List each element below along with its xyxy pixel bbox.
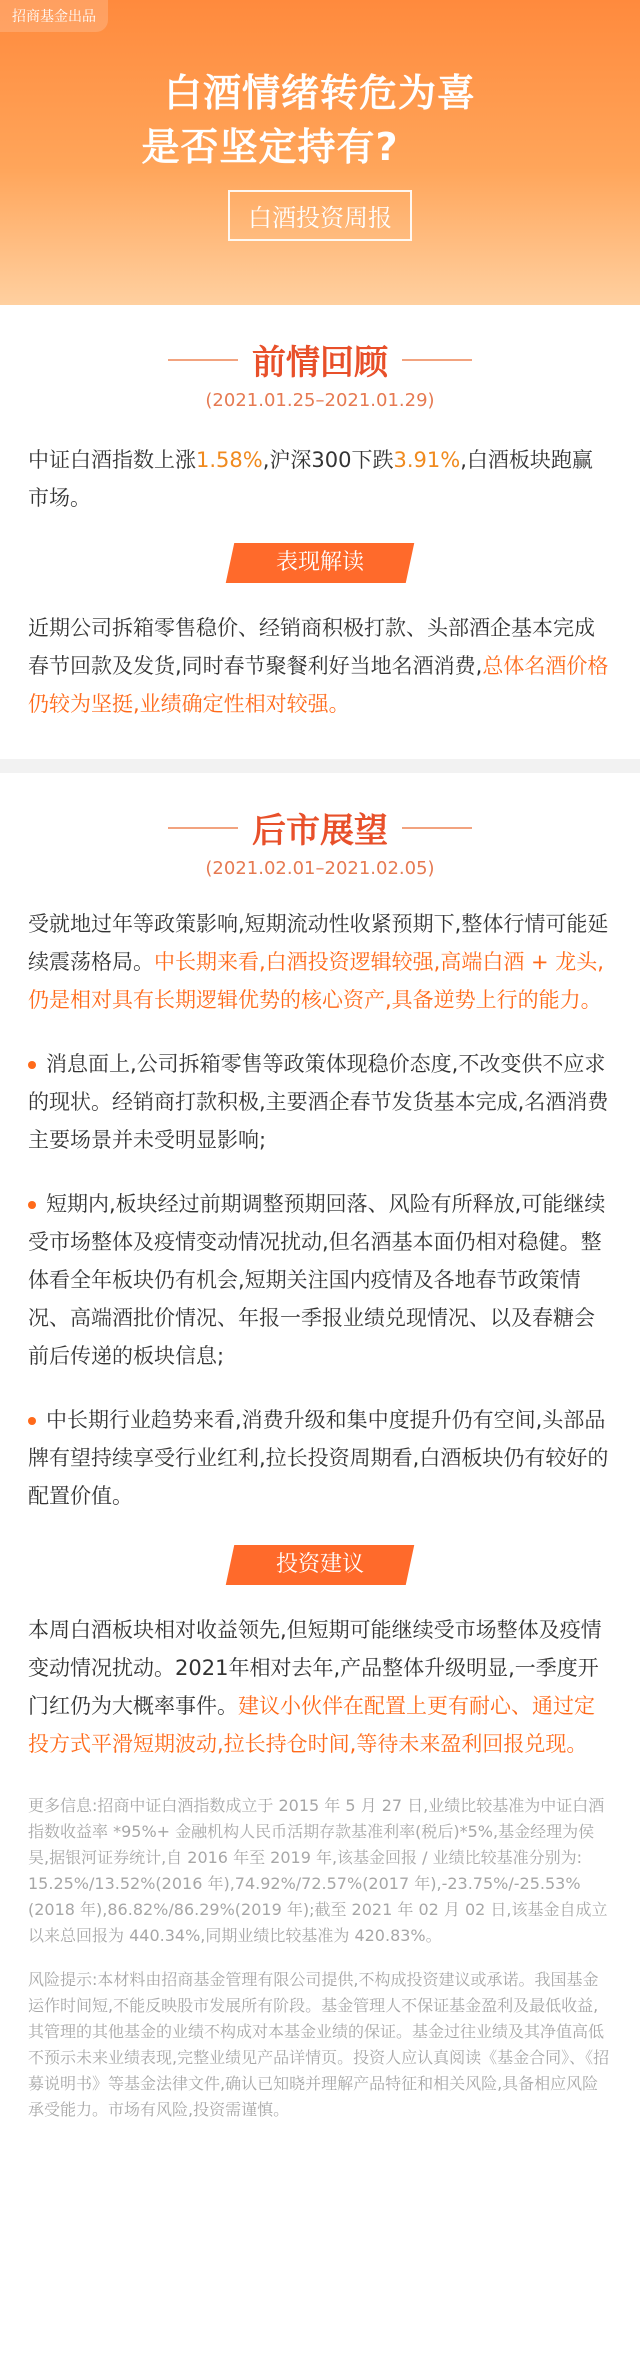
outlook-highlight: 中长期来看,白酒投资逻辑较强,高端白酒 + 龙头,仍是相对具有长期逻辑优势的核心资产,具备逆势上行的能力。 — [28, 950, 604, 1012]
advice-badge: 投资建议 — [226, 1545, 415, 1585]
more-info-text: 更多信息:招商中证白酒指数成立于 2015 年 5 月 27 日,业绩比较基准为中证白酒指数收益率 *95%+ 金融机构人民币活期存款基准利率(税后)*5%,基金经理为侯昊,据银河证券统计,自 2016 年至 2019 年,该基金回报 / 业绩比较基准分别为: 15.25%/13.52%(2016 年),74.92%/72.57%(2017 年),-23.75%/-25.53%(2018 年),86.82%/86.29%(2019 年);截至 2021 年 02 月 02 日,该基金自成立以来总回报为 440.34%,同期业绩比较基准为 420.83%。 — [28, 1796, 608, 1945]
page-subtitle: 白酒投资周报 — [228, 190, 412, 241]
outlook-heading — [0, 803, 640, 852]
performance-text: 近期公司拆箱零售稳价、经销商积极打款、头部酒企基本完成春节回款及发货,同时春节聚餐利好当地名酒消费, — [28, 616, 595, 678]
outlook-title: 后市展望 — [252, 811, 388, 851]
review-title: 前情回顾 — [252, 343, 388, 383]
advice-highlight: 建议小伙伴在配置上更有耐心、通过定投方式平滑短期波动,拉长持仓时间,等待未来盈利回报兑现。 — [28, 1694, 595, 1756]
outlook-date: (2021.02.01–2021.02.05) — [205, 858, 435, 879]
review-heading — [0, 335, 640, 384]
review-date: (2021.01.25–2021.01.29) — [205, 390, 435, 411]
review-text-c: ,白酒板块跑赢市场。 — [28, 448, 593, 510]
performance-paragraph — [28, 609, 612, 723]
bullet-dot-icon — [28, 1061, 36, 1069]
page-title-line1: 白酒情绪转危为喜 — [163, 71, 476, 115]
hs300-down-value: 3.91% — [393, 448, 461, 472]
review-text-b: ,沪深300下跌 — [262, 448, 394, 472]
bullet-dot-icon — [28, 1201, 36, 1209]
section-divider — [0, 759, 640, 773]
outlook-paragraph — [28, 905, 612, 1019]
review-paragraph — [28, 441, 612, 517]
bullet-text: 中长期行业趋势来看,消费升级和集中度提升仍有空间,头部品牌有望持续享受行业红利,拉长投资周期看,白酒板块仍有较好的配置价值。 — [28, 1408, 609, 1508]
risk-disclaimer: 风险提示:本材料由招商基金管理有限公司提供,不构成投资建议或承诺。我国基金运作时间短,不能反映股市发展所有阶段。基金管理人不保证基金盈利及最低收益,其管理的其他基金的业绩不构成对本基金业绩的保证。基金过往业绩及其净值高低不预示未来业绩表现,完整业绩见产品详情页。投资人应认真阅读《基金合同》、《招募说明书》等基金法律文件,确认已知晓并理解产品特征和相关风险,具备相应风险承受能力。市场有风险,投资需谨慎。 — [28, 1970, 610, 2119]
advice-paragraph — [28, 1611, 612, 1763]
performance-highlight: 总体名酒价格仍较为坚挺,业绩确定性相对较强。 — [28, 654, 609, 716]
bullet-text: 消息面上,公司拆箱零售等政策体现稳价态度,不改变供不应求的现状。经销商打款积极,主要酒企春节发货基本完成,名酒消费主要场景并未受明显影响; — [28, 1052, 609, 1152]
publisher-tag: 招商基金出品 — [0, 0, 108, 32]
bullet-item — [28, 1185, 612, 1375]
bullet-item — [28, 1045, 612, 1159]
review-text-a: 中证白酒指数上涨 — [28, 448, 196, 472]
advice-text: 本周白酒板块相对收益领先,但短期可能继续受市场整体及疫情变动情况扰动。2021年相对去年,产品整体升级明显,一季度开门红仍为大概率事件。 — [28, 1618, 602, 1718]
outlook-text: 受就地过年等政策影响,短期流动性收紧预期下,整体行情可能延续震荡格局。 — [28, 912, 609, 974]
index-up-value: 1.58% — [196, 448, 263, 472]
bullet-text: 短期内,板块经过前期调整预期回落、风险有所释放,可能继续受市场整体及疫情变动情况扰动,但名酒基本面仍相对稳健。整体看全年板块仍有机会,短期关注国内疫情及各地春节政策情况、高端酒批价情况、年报一季报业绩兑现情况、以及春糖会前后传递的板块信息; — [28, 1192, 606, 1368]
bullet-item — [28, 1401, 612, 1515]
hero-banner — [0, 0, 640, 305]
performance-badge: 表现解读 — [226, 543, 415, 583]
bullet-dot-icon — [28, 1417, 36, 1425]
page-title-line2: 是否坚定持有? — [141, 125, 399, 169]
